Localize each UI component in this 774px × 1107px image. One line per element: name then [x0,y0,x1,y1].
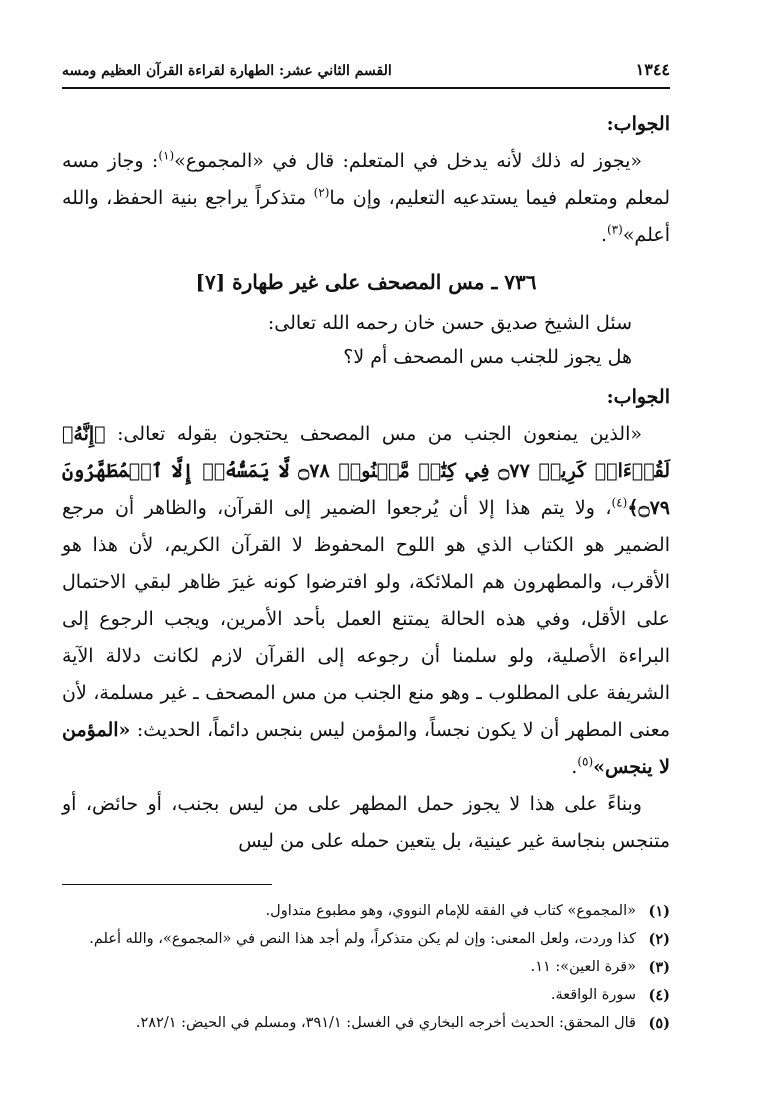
footnotes [62,899,670,1036]
footnote-ref: (٤) [611,495,628,510]
footnote-number: (٥) [648,1015,670,1032]
answer-label: الجواب: [606,113,670,135]
footnote-item [62,927,670,952]
question-intro: سئل الشيخ صديق حسن خان رحمه الله تعالى: [267,312,632,334]
answer-text: . [600,224,607,246]
chapter-title: القسم الثاني عشر: الطهارة لقراءة القرآن العظيم ومسه [62,63,392,79]
footnote-text: سورة الواقعة. [550,987,636,1003]
footnote-item [62,1011,670,1036]
answer-text: «يجوز له ذلك لأنه يدخل في المتعلم: قال في «المجموع» [174,150,642,172]
answer-label: الجواب: [606,386,670,408]
book-page [62,60,670,1039]
footnote-ref: (٥) [577,754,594,769]
running-header [62,60,670,89]
footnote-ref: (٣) [606,222,623,237]
answer-text: «الذين يمنعون الجنب من مس المصحف يحتجون بقوله تعالى: [105,423,642,445]
answer-paragraph [62,416,670,786]
answer-text: متذكراً يراجع بنية الحفظ، والله أعلم» [62,187,670,246]
footnote-ref: (٢) [313,185,330,200]
footnote-text: «قرة العين»: ١١. [530,959,636,975]
answer-paragraph [62,143,670,254]
footnote-text: قال المحقق: الحديث أخرجه البخاري في الغسل: ٣٩١/١، ومسلم في الحيض: ٢٨٢/١. [135,1015,636,1031]
footnote-number: (٣) [648,959,670,976]
footnote-number: (٤) [648,987,670,1004]
footnote-item [62,983,670,1008]
answer-text: : وجاز مسه لمعلم ومتعلم فيما يستدعيه التعليم، وإن ما [62,150,670,209]
footnote-item [62,899,670,924]
answer-text: ، ولا يتم هذا إلا أن يُرجعوا الضمير إلى القرآن، والظاهر أن مرجع الضمير هو الكتاب الذي هو اللوح المحفوظ لا القرآن الكريم، لأن هذا هو الأقرب، والمطهرون هم الملائكة، ولو افترضوا كونه غيرَ ظاهر لبقي الاحتمال على الأقل، وفي هذه الحالة يمتنع العمل بأحد الأمرين، ويجب الرجوع إلى البراءة الأصلية، ولو سلمنا أن رجوعه إلى القرآن لازم لكانت دلالة الآية الشريفة على المطلوب ـ وهو منع الجنب من مس المصحف ـ غير مسلمة، لأن معنى المطهر أن لا يكون نجساً، والمؤمن ليس بنجس دائماً، الحديث: [62,497,670,741]
footnote-number: (١) [648,903,670,920]
footnote-number: (٢) [648,931,670,948]
footnote-divider [62,884,272,885]
footnote-item [62,955,670,980]
page-number: ١٣٤٤ [635,60,670,79]
footnote-text: «المجموع» كتاب في الفقه للإمام النووي، وهو مطبوع متداول. [265,903,636,919]
footnote-text: كذا وردت، ولعل المعنى: وإن لم يكن متذكراً، ولم أجد هذا النص في «المجموع»، والله أعلم. [89,931,636,947]
hadith-quote: «المؤمن لا ينجس» [62,719,670,778]
quran-verse: ﴿إِنَّهُۥ لَقُرۡءَانٞ كَرِيمٞ ۝٧٧ فِي كِتَٰبٖ مَّكۡنُونٖ ۝٧٨ لَّا يَمَسُّهُۥٓ إِلَّا ٱلۡمُطَهَّرُونَ ۝٧٩﴾ [62,423,671,519]
question-text: هل يجوز للجنب مس المصحف أم لا؟ [343,346,632,368]
footnote-ref: (١) [158,148,175,163]
section-title: ٧٣٦ ـ مس المصحف على غير طهارة [٧] [195,270,537,294]
answer-text: . [571,756,578,778]
continuation-paragraph: وبناءً على هذا لا يجوز حمل المطهر على من ليس بجنب، أو حائض، أو متنجس بنجاسة غير عينية، بل يتعين حمله على من ليس [62,793,670,852]
